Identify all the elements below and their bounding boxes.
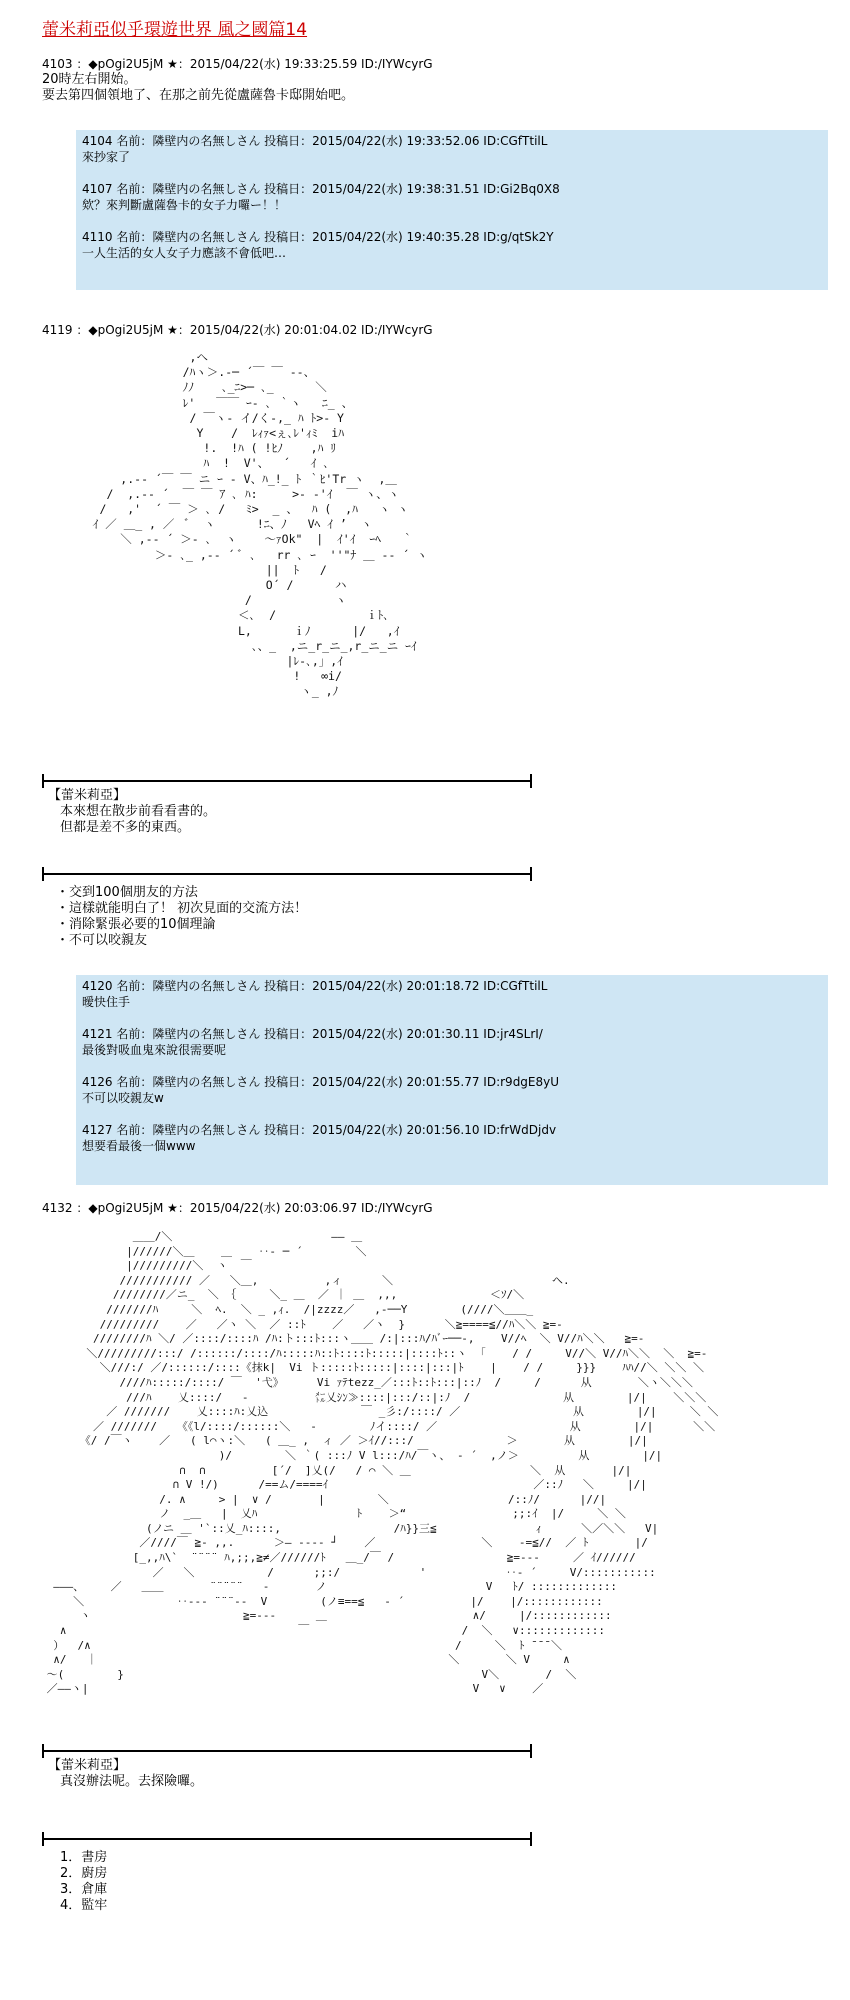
reply-body: 來抄家了 [82, 150, 131, 164]
speech-line: 真沒辦法呢。去探險囉。 [60, 1774, 204, 1789]
speaker-name: 【蕾米莉亞】 [48, 788, 127, 803]
reply-header: 4127 名前：隣壁内の名無しさん 投稿日：2015/04/22(水) 20:01:56.10 ID:frWdDjdv [82, 1123, 557, 1137]
reply-body: 曖快住手 [82, 995, 131, 1009]
reply-body: 一人生活的女人女子力應該不會低吧… [82, 246, 287, 260]
divider [42, 780, 532, 782]
speaker-name: 【蕾米莉亞】 [48, 1758, 127, 1773]
post-line: 要去第四個領地了、在那之前先從盧薩魯卡邸開始吧。 [42, 88, 355, 103]
reply-quote-box [76, 975, 828, 1185]
reply-header: 4107 名前：隣壁内の名無しさん 投稿日：2015/04/22(水) 19:38:31.51 ID:Gi2Bq0X8 [82, 182, 560, 196]
speech-block [48, 1758, 203, 1790]
post-line: 20時左右開始。 [42, 72, 137, 87]
divider [42, 1838, 532, 1840]
reply-header: 4110 名前：隣壁内の名無しさん 投稿日：2015/04/22(水) 19:40:35.28 ID:g/qtSk2Y [82, 230, 554, 244]
book-list [56, 885, 307, 949]
book-item: ・交到100個朋友的方法 [56, 885, 198, 900]
reply-item [82, 1074, 822, 1106]
choice-item: 3．倉庫 [60, 1882, 108, 1897]
reply-item [82, 1122, 822, 1154]
post-header: 4103 ：◆pOgi2U5jM ★：2015/04/22(水) 19:33:25.59 ID:/IYWcyrG [42, 57, 433, 71]
post-header: 4132 ：◆pOgi2U5jM ★：2015/04/22(水) 20:03:06.97 ID:/IYWcyrG [42, 1201, 433, 1215]
speech-block [48, 788, 216, 836]
post-body [42, 72, 354, 104]
reply-item [82, 229, 822, 261]
post-header: 4119 ：◆pOgi2U5jM ★：2015/04/22(水) 20:01:04.02 ID:/IYWcyrG [42, 323, 433, 337]
reply-header: 4120 名前：隣壁内の名無しさん 投稿日：2015/04/22(水) 20:01:18.72 ID:CGfTtilL [82, 979, 548, 993]
divider [42, 1750, 532, 1752]
book-item: ・這樣就能明白了！ 初次見面的交流方法！ [56, 901, 308, 916]
speech-line: 本來想在散步前看看書的。 [60, 804, 217, 819]
reply-quote-box [76, 130, 828, 290]
reply-item [82, 1026, 822, 1058]
choice-item: 2．廚房 [60, 1866, 108, 1881]
reply-body: 想要看最後一個www [82, 1139, 196, 1153]
book-item: ・不可以咬親友 [56, 933, 148, 948]
choice-list [60, 1850, 107, 1914]
page-title: 蕾米莉亞似乎環遊世界 風之國篇14 [42, 20, 308, 40]
divider [42, 873, 532, 875]
ascii-art-remilia-door: ＿＿/＼ ―― ＿ |//////＼＿ ＿ ‥‐ ─ ´ ＼ |/////////＼ ヽ ￣ /////////// ／ ＼＿, ,ィ ＼ ヘ. ////////／ニ_ ＼ ｛ ＼_ ＿ ／ ｜ ＿ ,,, ＜ｿ/＼ ///////ﾊ ＼ ﾍ. ＼ _ ,ｨ. /|zzzz／ ,‐──Y (////＼＿＿_ ///////// ／ ／ヽ ＼ ／ ::ﾄ ／ ／ヽ } ＼≧====≦//ﾊ＼＼ ≧=- ////////ﾊ ＼/ ／::::/::::ﾊ /ﾊ:ト:::ﾄ:::ヽ＿＿ /:|:::ﾊ/ﾊﾞｰ──-, V//ﾍ ＼ V//ﾊ＼＼ ≧=- ＼/////////:::/ /::::::/::::/ﾊ:::::ﾊ::ﾄ::::ﾄ:::::|::::ﾄ::ヽ ｢ / / V//＼ V//ﾊ＼＼ ＼ ≧=- ＼///:/ ／/::::::/::::《抹k| Vi ト:::::ﾄ:::::|::::|:::|ﾄ | / / }}} ﾊﾊ//＼ ＼＼ ＼ ////ﾊ:::::/::::/ ￣ '弋》 Vi ｧﾃtezz_／:::ﾄ::ﾄ:::|::ﾉ / / 从 ＼ヽ＼＼＼ ///ﾊ 乂::::/ ‐ ㍍乂ｼﾝ≫::::|:::/::|:ﾉ / 从 |/| ＼＼＼ ／ /////// 乂::::ﾊ:乂込 ￣ _彡:/::::/ ／ 从 |/| ＼ ＼ ／ /////// 《《l/::::/::::::＼ ‐ ﾉイ::::/ ／ 从 |/| ＼＼ 《/ /￣ヽ ／ ( l⌒ヽ:＼ ( ＿_ , ィ ／ ＞ｲ//:::/ ＞ 从 |/| )/ ＼ ｀( :::ﾉ V l:::/ﾊ/￣ヽ、 ‐ ´ ,ノ＞ 从 |/| ∩ ∩ [´/ ]乂(/ / ⌒ ＼ ＿ ＼ 从 |/| ∩ V !/) /==ム/====ｲ ／::ﾉ ＼ |/| /. ∧ > | ∨ / | ＼ /::ﾉ/ |//| ノ _＿ | 乂ﾊ ﾄ ＞“ ;;:ｲ |/ ＼ ＼ (ノニ ＿ '`::乂_ﾊ::::, /ﾊ}}三≦ ｨ ＼／＼＼ V| ／////￣ ≧- ,,. ＞― ‐‐‐‐ ┘ ／ ＼ -=≦// ／ ﾄ |/ [_,,ﾊ\` ¨¨¨¨ ﾊ,;;,≧≠／//////ﾄ ＿_/￣ / ≧=--- ／ ｲ////// ／ ＼ / ;;:/ ' ‥‐ ´ V/::::::::::: ―――、 ／ ＿＿ ¨¨¨¨¨ ‐ ノ V ﾄ/ ::::::::::::: ＼ ‥‐‐‐ ¨¨¨‐‐ V (ノ≡==≦ ‐ ´ |/ |/:::::::::::: ヽ ≧=--- ＿ ∧/ |/:::::::::::: ∧ ￣ / ＼ ∨::::::::::::: ） /∧ / ＼ ﾄ ̄ ̄ ̄ ＼ ∧/ ｜ ＼ ＼ V ∧ ～( } V＼ / ＼ ／――ヽ| V ∨ ／ [46, 1230, 719, 1696]
book-item: ・消除緊張必要的10個理論 [56, 917, 216, 932]
speech-line: 但都是差不多的東西。 [60, 820, 191, 835]
reply-body: 最後對吸血鬼來說很需要呢 [82, 1043, 227, 1057]
reply-item [82, 181, 822, 213]
reply-header: 4121 名前：隣壁内の名無しさん 投稿日：2015/04/22(水) 20:01:30.11 ID:jr4SLrI/ [82, 1027, 543, 1041]
choice-item: 4．監牢 [60, 1898, 108, 1913]
reply-header: 4126 名前：隣壁内の名無しさん 投稿日：2015/04/22(水) 20:01:55.77 ID:r9dgE8yU [82, 1075, 560, 1089]
reply-item [82, 978, 822, 1010]
choice-item: 1．書房 [60, 1850, 108, 1865]
ascii-art-remilia-bat: ,へ /ﾊヽ＞.-─ ´￣ ￣ ‐-、 ﾉﾉ ､_ﾆ>─ ､_ ＼ ﾚ' ￣￣ ｰ- ､ ｀ヽ ﾆ_ 、 / ￣ヽ‐ イ/く‐,_ ﾊ ﾄ>‐ Y Y / ﾚｨｧ<ぇ､ﾚ'ｨﾐ iﾊ !. !ﾊ ( !ﾋﾉ ,ﾊ ﾘ ﾊ ! V'、 ´ ｲ ､ ,.-‐ ´￣ ￣ ニ ｰ ‐ V、ﾊ_!_ ﾄ ｀ﾋ'Tr ヽ ,＿ / ,.-‐ ´ ￣ ￣ ｱ ､ ﾊ: >‐ ‐'ｲ ￣ ヽ、ヽ / ,' ´ ￣ ＞ ､ / ﾐ> _ 、 ﾊ ( ,ﾊ ヽ ヽ ｲ ／ ＿_ , ／ ﾞ ヽ !ﾆ、ﾉ Vﾍ ｲ ’ ヽ ＼ ,-‐ ´ ＞- ､ ヽ ～ｧOk" | ｲ'ｲ ｰﾍ ｀ ＞- ､_ ,-‐ ´ ﾞ ､ rr ､ ｰ ''"ﾅ ＿ -‐ ´ ヽ || ﾄ / O´ / ハ / ヽ ＜､ / ｉﾄ､ L, ｉﾉ |/ ,ｲ ､、_ ,ニ_r_ニ_,r_ニ_ニ ｰｲ |ﾚ‐､,」,ｲ ! ∞i/ ヽ_ ,ﾉ [92, 350, 428, 699]
reply-item [82, 133, 822, 165]
reply-body: 不可以咬親友w [82, 1091, 164, 1105]
reply-header: 4104 名前：隣壁内の名無しさん 投稿日：2015/04/22(水) 19:33:52.06 ID:CGfTtilL [82, 134, 548, 148]
reply-body: 欸？來判斷盧薩魯卡的女子力囉ー！！ [82, 198, 287, 212]
